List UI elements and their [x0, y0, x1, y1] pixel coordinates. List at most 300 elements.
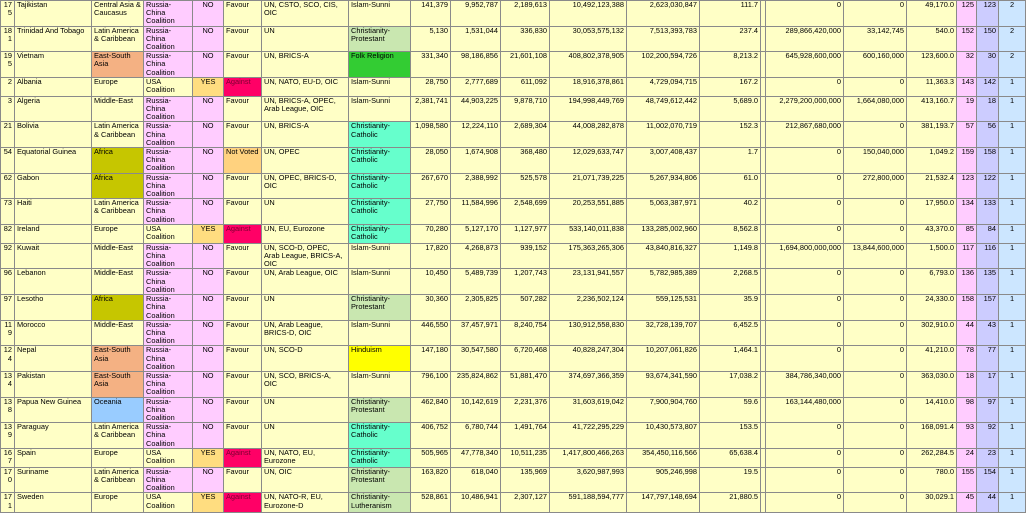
- region-cell[interactable]: Latin America & Caribbean: [92, 467, 144, 493]
- region-cell[interactable]: Latin America & Caribbean: [92, 199, 144, 225]
- rank-cell[interactable]: 125: [957, 1, 977, 27]
- rank-cell[interactable]: 84: [977, 224, 999, 243]
- area-cell[interactable]: 28,750: [411, 77, 451, 96]
- country-cell[interactable]: Gabon: [15, 173, 92, 199]
- numeric-cell[interactable]: 24,330.0: [907, 295, 957, 321]
- coalition-cell[interactable]: Russia-China Coalition: [144, 371, 193, 397]
- membership-cell[interactable]: NO: [193, 173, 224, 199]
- country-cell[interactable]: Trinidad And Tobago: [15, 26, 92, 52]
- numeric-cell[interactable]: 23,131,941,557: [550, 269, 627, 295]
- vote-cell[interactable]: Not Voted: [224, 148, 262, 174]
- population-cell[interactable]: 5,489,739: [451, 269, 501, 295]
- table-row[interactable]: [1, 295, 1026, 321]
- numeric-cell[interactable]: 0: [766, 346, 844, 372]
- country-cell[interactable]: Lebanon: [15, 269, 92, 295]
- vote-cell[interactable]: Favour: [224, 371, 262, 397]
- numeric-cell[interactable]: 363,030.0: [907, 371, 957, 397]
- table-row[interactable]: [1, 320, 1026, 346]
- membership-cell[interactable]: NO: [193, 467, 224, 493]
- table-row[interactable]: [1, 199, 1026, 225]
- numeric-cell[interactable]: 0: [844, 269, 907, 295]
- row-id-cell[interactable]: 171: [1, 493, 15, 513]
- rank-cell[interactable]: 24: [957, 448, 977, 467]
- population-cell[interactable]: 2,777,689: [451, 77, 501, 96]
- numeric-cell[interactable]: 13,844,600,000: [844, 243, 907, 269]
- group-cell[interactable]: 1: [999, 346, 1026, 372]
- region-cell[interactable]: Latin America & Caribbean: [92, 423, 144, 449]
- numeric-cell[interactable]: 2,548,699: [501, 199, 550, 225]
- country-cell[interactable]: Papua New Guinea: [15, 397, 92, 423]
- numeric-cell[interactable]: 7,513,393,783: [627, 26, 700, 52]
- numeric-cell[interactable]: 384,786,340,000: [766, 371, 844, 397]
- row-id-cell[interactable]: 92: [1, 243, 15, 269]
- numeric-cell[interactable]: 20,253,551,885: [550, 199, 627, 225]
- rank-cell[interactable]: 57: [957, 122, 977, 148]
- area-cell[interactable]: 10,450: [411, 269, 451, 295]
- numeric-cell[interactable]: 5,689.0: [700, 96, 761, 122]
- region-cell[interactable]: Middle-East: [92, 243, 144, 269]
- numeric-cell[interactable]: 645,928,600,000: [766, 52, 844, 78]
- table-row[interactable]: [1, 26, 1026, 52]
- group-cell[interactable]: 1: [999, 96, 1026, 122]
- coalition-cell[interactable]: Russia-China Coalition: [144, 346, 193, 372]
- membership-cell[interactable]: NO: [193, 96, 224, 122]
- population-cell[interactable]: 10,486,941: [451, 493, 501, 513]
- numeric-cell[interactable]: 0: [766, 295, 844, 321]
- numeric-cell[interactable]: 1,049.2: [907, 148, 957, 174]
- membership-cell[interactable]: YES: [193, 224, 224, 243]
- region-cell[interactable]: Oceania: [92, 397, 144, 423]
- population-cell[interactable]: 47,778,340: [451, 448, 501, 467]
- organizations-cell[interactable]: UN, CSTO, SCO, CIS, OIC: [262, 1, 349, 27]
- numeric-cell[interactable]: 43,840,816,327: [627, 243, 700, 269]
- rank-cell[interactable]: 143: [957, 77, 977, 96]
- organizations-cell[interactable]: UN, SCO-D, OPEC, Arab League, BRICS-A, OIC: [262, 243, 349, 269]
- numeric-cell[interactable]: 6,793.0: [907, 269, 957, 295]
- religion-cell[interactable]: Christianity-Catholic: [349, 423, 411, 449]
- numeric-cell[interactable]: 1,694,800,000,000: [766, 243, 844, 269]
- numeric-cell[interactable]: 611,092: [501, 77, 550, 96]
- area-cell[interactable]: 163,820: [411, 467, 451, 493]
- numeric-cell[interactable]: 167.2: [700, 77, 761, 96]
- organizations-cell[interactable]: UN, Arab League, BRICS-D, OIC: [262, 320, 349, 346]
- coalition-cell[interactable]: Russia-China Coalition: [144, 148, 193, 174]
- numeric-cell[interactable]: 0: [844, 448, 907, 467]
- membership-cell[interactable]: NO: [193, 371, 224, 397]
- population-cell[interactable]: 12,224,110: [451, 122, 501, 148]
- vote-cell[interactable]: Favour: [224, 397, 262, 423]
- numeric-cell[interactable]: 2,623,030,847: [627, 1, 700, 27]
- vote-cell[interactable]: Favour: [224, 269, 262, 295]
- numeric-cell[interactable]: 8,213.2: [700, 52, 761, 78]
- organizations-cell[interactable]: UN, OIC: [262, 467, 349, 493]
- numeric-cell[interactable]: 0: [844, 423, 907, 449]
- vote-cell[interactable]: Favour: [224, 173, 262, 199]
- religion-cell[interactable]: Christianity-Lutheranism: [349, 493, 411, 513]
- numeric-cell[interactable]: 10,207,061,826: [627, 346, 700, 372]
- religion-cell[interactable]: Islam-Sunni: [349, 320, 411, 346]
- table-row[interactable]: [1, 52, 1026, 78]
- area-cell[interactable]: 141,379: [411, 1, 451, 27]
- numeric-cell[interactable]: 507,282: [501, 295, 550, 321]
- group-cell[interactable]: 1: [999, 269, 1026, 295]
- organizations-cell[interactable]: UN, OPEC: [262, 148, 349, 174]
- numeric-cell[interactable]: 0: [844, 295, 907, 321]
- group-cell[interactable]: 1: [999, 77, 1026, 96]
- numeric-cell[interactable]: 130,912,558,830: [550, 320, 627, 346]
- numeric-cell[interactable]: 17,950.0: [907, 199, 957, 225]
- religion-cell[interactable]: Islam-Sunni: [349, 243, 411, 269]
- coalition-cell[interactable]: Russia-China Coalition: [144, 467, 193, 493]
- rank-cell[interactable]: 123: [977, 1, 999, 27]
- numeric-cell[interactable]: 262,284.5: [907, 448, 957, 467]
- group-cell[interactable]: 1: [999, 295, 1026, 321]
- group-cell[interactable]: 1: [999, 173, 1026, 199]
- area-cell[interactable]: 28,050: [411, 148, 451, 174]
- region-cell[interactable]: Europe: [92, 77, 144, 96]
- row-id-cell[interactable]: 195: [1, 52, 15, 78]
- country-cell[interactable]: Spain: [15, 448, 92, 467]
- row-id-cell[interactable]: 73: [1, 199, 15, 225]
- organizations-cell[interactable]: UN, OPEC, BRICS-D, OIC: [262, 173, 349, 199]
- numeric-cell[interactable]: 21,071,739,225: [550, 173, 627, 199]
- region-cell[interactable]: Europe: [92, 493, 144, 513]
- numeric-cell[interactable]: 0: [766, 320, 844, 346]
- rank-cell[interactable]: 135: [977, 269, 999, 295]
- rank-cell[interactable]: 77: [977, 346, 999, 372]
- religion-cell[interactable]: Christianity-Catholic: [349, 199, 411, 225]
- coalition-cell[interactable]: USA Coalition: [144, 493, 193, 513]
- numeric-cell[interactable]: 272,800,000: [844, 173, 907, 199]
- numeric-cell[interactable]: 2,189,613: [501, 1, 550, 27]
- group-cell[interactable]: 1: [999, 148, 1026, 174]
- numeric-cell[interactable]: 44,008,282,878: [550, 122, 627, 148]
- numeric-cell[interactable]: 4,729,094,715: [627, 77, 700, 96]
- country-cell[interactable]: Pakistan: [15, 371, 92, 397]
- row-id-cell[interactable]: 134: [1, 371, 15, 397]
- numeric-cell[interactable]: 0: [844, 224, 907, 243]
- coalition-cell[interactable]: Russia-China Coalition: [144, 96, 193, 122]
- numeric-cell[interactable]: 5,782,985,389: [627, 269, 700, 295]
- numeric-cell[interactable]: 168,091.4: [907, 423, 957, 449]
- numeric-cell[interactable]: 40,828,247,304: [550, 346, 627, 372]
- row-id-cell[interactable]: 2: [1, 77, 15, 96]
- group-cell[interactable]: 1: [999, 122, 1026, 148]
- numeric-cell[interactable]: 559,125,531: [627, 295, 700, 321]
- coalition-cell[interactable]: Russia-China Coalition: [144, 173, 193, 199]
- row-id-cell[interactable]: 138: [1, 397, 15, 423]
- membership-cell[interactable]: NO: [193, 346, 224, 372]
- organizations-cell[interactable]: UN, NATO-R, EU, Eurozone-D: [262, 493, 349, 513]
- numeric-cell[interactable]: 525,578: [501, 173, 550, 199]
- table-row[interactable]: [1, 224, 1026, 243]
- numeric-cell[interactable]: 2,689,304: [501, 122, 550, 148]
- area-cell[interactable]: 331,340: [411, 52, 451, 78]
- numeric-cell[interactable]: 5,267,934,806: [627, 173, 700, 199]
- numeric-cell[interactable]: 11,363.3: [907, 77, 957, 96]
- religion-cell[interactable]: Christianity-Catholic: [349, 148, 411, 174]
- population-cell[interactable]: 10,142,619: [451, 397, 501, 423]
- rank-cell[interactable]: 157: [977, 295, 999, 321]
- membership-cell[interactable]: NO: [193, 199, 224, 225]
- row-id-cell[interactable]: 3: [1, 96, 15, 122]
- numeric-cell[interactable]: 33,142,745: [844, 26, 907, 52]
- rank-cell[interactable]: 44: [977, 493, 999, 513]
- group-cell[interactable]: 1: [999, 199, 1026, 225]
- numeric-cell[interactable]: 6,452.5: [700, 320, 761, 346]
- organizations-cell[interactable]: UN, BRICS-A: [262, 122, 349, 148]
- area-cell[interactable]: 17,820: [411, 243, 451, 269]
- numeric-cell[interactable]: 0: [844, 467, 907, 493]
- area-cell[interactable]: 462,840: [411, 397, 451, 423]
- coalition-cell[interactable]: Russia-China Coalition: [144, 320, 193, 346]
- numeric-cell[interactable]: 30,053,575,132: [550, 26, 627, 52]
- area-cell[interactable]: 70,280: [411, 224, 451, 243]
- membership-cell[interactable]: NO: [193, 1, 224, 27]
- rank-cell[interactable]: 43: [977, 320, 999, 346]
- coalition-cell[interactable]: Russia-China Coalition: [144, 423, 193, 449]
- rank-cell[interactable]: 158: [977, 148, 999, 174]
- numeric-cell[interactable]: 194,998,449,769: [550, 96, 627, 122]
- numeric-cell[interactable]: 2,236,502,124: [550, 295, 627, 321]
- group-cell[interactable]: 2: [999, 26, 1026, 52]
- table-row[interactable]: [1, 397, 1026, 423]
- group-cell[interactable]: 1: [999, 448, 1026, 467]
- vote-cell[interactable]: Against: [224, 448, 262, 467]
- rank-cell[interactable]: 45: [957, 493, 977, 513]
- religion-cell[interactable]: Islam-Sunni: [349, 269, 411, 295]
- rank-cell[interactable]: 44: [957, 320, 977, 346]
- rank-cell[interactable]: 98: [957, 397, 977, 423]
- religion-cell[interactable]: Islam-Sunni: [349, 96, 411, 122]
- numeric-cell[interactable]: 0: [844, 122, 907, 148]
- row-id-cell[interactable]: 82: [1, 224, 15, 243]
- numeric-cell[interactable]: 65,638.4: [700, 448, 761, 467]
- numeric-cell[interactable]: 40.2: [700, 199, 761, 225]
- region-cell[interactable]: Middle-East: [92, 96, 144, 122]
- rank-cell[interactable]: 117: [957, 243, 977, 269]
- numeric-cell[interactable]: 10,511,235: [501, 448, 550, 467]
- membership-cell[interactable]: NO: [193, 269, 224, 295]
- rank-cell[interactable]: 19: [957, 96, 977, 122]
- rank-cell[interactable]: 155: [957, 467, 977, 493]
- numeric-cell[interactable]: 1,127,977: [501, 224, 550, 243]
- rank-cell[interactable]: 78: [957, 346, 977, 372]
- numeric-cell[interactable]: 3,620,987,993: [550, 467, 627, 493]
- coalition-cell[interactable]: Russia-China Coalition: [144, 26, 193, 52]
- organizations-cell[interactable]: UN, SCO, BRICS-A, OIC: [262, 371, 349, 397]
- area-cell[interactable]: 30,360: [411, 295, 451, 321]
- coalition-cell[interactable]: USA Coalition: [144, 77, 193, 96]
- table-row[interactable]: [1, 493, 1026, 513]
- numeric-cell[interactable]: 374,697,366,359: [550, 371, 627, 397]
- rank-cell[interactable]: 17: [977, 371, 999, 397]
- numeric-cell[interactable]: 10,492,123,388: [550, 1, 627, 27]
- membership-cell[interactable]: NO: [193, 243, 224, 269]
- membership-cell[interactable]: NO: [193, 122, 224, 148]
- numeric-cell[interactable]: 0: [766, 77, 844, 96]
- numeric-cell[interactable]: 18,916,378,861: [550, 77, 627, 96]
- coalition-cell[interactable]: Russia-China Coalition: [144, 295, 193, 321]
- table-row[interactable]: [1, 448, 1026, 467]
- organizations-cell[interactable]: UN, Arab League, OIC: [262, 269, 349, 295]
- area-cell[interactable]: 2,381,741: [411, 96, 451, 122]
- numeric-cell[interactable]: 111.7: [700, 1, 761, 27]
- rank-cell[interactable]: 154: [977, 467, 999, 493]
- numeric-cell[interactable]: 533,140,011,838: [550, 224, 627, 243]
- vote-cell[interactable]: Favour: [224, 52, 262, 78]
- area-cell[interactable]: 528,861: [411, 493, 451, 513]
- group-cell[interactable]: 2: [999, 52, 1026, 78]
- row-id-cell[interactable]: 124: [1, 346, 15, 372]
- row-id-cell[interactable]: 21: [1, 122, 15, 148]
- numeric-cell[interactable]: 152.3: [700, 122, 761, 148]
- country-cell[interactable]: Albania: [15, 77, 92, 96]
- membership-cell[interactable]: YES: [193, 448, 224, 467]
- country-cell[interactable]: Sweden: [15, 493, 92, 513]
- population-cell[interactable]: 9,952,787: [451, 1, 501, 27]
- numeric-cell[interactable]: 3,007,408,437: [627, 148, 700, 174]
- numeric-cell[interactable]: 9,878,710: [501, 96, 550, 122]
- coalition-cell[interactable]: Russia-China Coalition: [144, 199, 193, 225]
- population-cell[interactable]: 98,186,856: [451, 52, 501, 78]
- organizations-cell[interactable]: UN, NATO, EU-D, OIC: [262, 77, 349, 96]
- numeric-cell[interactable]: 1.7: [700, 148, 761, 174]
- membership-cell[interactable]: NO: [193, 52, 224, 78]
- population-cell[interactable]: 2,388,992: [451, 173, 501, 199]
- numeric-cell[interactable]: 413,160.7: [907, 96, 957, 122]
- vote-cell[interactable]: Favour: [224, 243, 262, 269]
- organizations-cell[interactable]: UN, SCO-D: [262, 346, 349, 372]
- numeric-cell[interactable]: 905,246,998: [627, 467, 700, 493]
- vote-cell[interactable]: Favour: [224, 26, 262, 52]
- country-cell[interactable]: Lesotho: [15, 295, 92, 321]
- numeric-cell[interactable]: 31,603,619,042: [550, 397, 627, 423]
- population-cell[interactable]: 37,457,971: [451, 320, 501, 346]
- numeric-cell[interactable]: 212,867,680,000: [766, 122, 844, 148]
- rank-cell[interactable]: 32: [957, 52, 977, 78]
- country-cell[interactable]: Ireland: [15, 224, 92, 243]
- numeric-cell[interactable]: 30,029.1: [907, 493, 957, 513]
- vote-cell[interactable]: Favour: [224, 199, 262, 225]
- numeric-cell[interactable]: 0: [844, 77, 907, 96]
- region-cell[interactable]: East-South Asia: [92, 371, 144, 397]
- membership-cell[interactable]: NO: [193, 397, 224, 423]
- area-cell[interactable]: 1,098,580: [411, 122, 451, 148]
- numeric-cell[interactable]: 289,866,420,000: [766, 26, 844, 52]
- numeric-cell[interactable]: 123,600.0: [907, 52, 957, 78]
- numeric-cell[interactable]: 17,038.2: [700, 371, 761, 397]
- organizations-cell[interactable]: UN: [262, 199, 349, 225]
- row-id-cell[interactable]: 170: [1, 467, 15, 493]
- numeric-cell[interactable]: 8,240,754: [501, 320, 550, 346]
- numeric-cell[interactable]: 153.5: [700, 423, 761, 449]
- group-cell[interactable]: 1: [999, 467, 1026, 493]
- numeric-cell[interactable]: 51,881,470: [501, 371, 550, 397]
- area-cell[interactable]: 5,130: [411, 26, 451, 52]
- rank-cell[interactable]: 158: [957, 295, 977, 321]
- region-cell[interactable]: Africa: [92, 295, 144, 321]
- numeric-cell[interactable]: 7,900,904,760: [627, 397, 700, 423]
- numeric-cell[interactable]: 19.5: [700, 467, 761, 493]
- religion-cell[interactable]: Hinduism: [349, 346, 411, 372]
- group-cell[interactable]: 2: [999, 1, 1026, 27]
- region-cell[interactable]: Middle-East: [92, 269, 144, 295]
- rank-cell[interactable]: 18: [957, 371, 977, 397]
- row-id-cell[interactable]: 54: [1, 148, 15, 174]
- numeric-cell[interactable]: 2,231,376: [501, 397, 550, 423]
- vote-cell[interactable]: Favour: [224, 1, 262, 27]
- group-cell[interactable]: 1: [999, 493, 1026, 513]
- numeric-cell[interactable]: 11,002,070,719: [627, 122, 700, 148]
- rank-cell[interactable]: 150: [977, 26, 999, 52]
- numeric-cell[interactable]: 0: [766, 173, 844, 199]
- membership-cell[interactable]: NO: [193, 423, 224, 449]
- membership-cell[interactable]: NO: [193, 148, 224, 174]
- country-cell[interactable]: Bolivia: [15, 122, 92, 148]
- rank-cell[interactable]: 23: [977, 448, 999, 467]
- numeric-cell[interactable]: 21,880.5: [700, 493, 761, 513]
- numeric-cell[interactable]: 48,749,612,442: [627, 96, 700, 122]
- religion-cell[interactable]: Islam-Sunni: [349, 1, 411, 27]
- numeric-cell[interactable]: 540.0: [907, 26, 957, 52]
- region-cell[interactable]: Latin America & Caribbean: [92, 26, 144, 52]
- table-row[interactable]: [1, 77, 1026, 96]
- coalition-cell[interactable]: USA Coalition: [144, 224, 193, 243]
- population-cell[interactable]: 1,531,044: [451, 26, 501, 52]
- vote-cell[interactable]: Favour: [224, 122, 262, 148]
- country-cell[interactable]: Tajikistan: [15, 1, 92, 27]
- numeric-cell[interactable]: 133,285,002,960: [627, 224, 700, 243]
- numeric-cell[interactable]: 0: [766, 448, 844, 467]
- religion-cell[interactable]: Christianity-Protestant: [349, 467, 411, 493]
- numeric-cell[interactable]: 175,363,265,306: [550, 243, 627, 269]
- numeric-cell[interactable]: 600,160,000: [844, 52, 907, 78]
- region-cell[interactable]: Latin America & Caribbean: [92, 122, 144, 148]
- table-row[interactable]: [1, 122, 1026, 148]
- numeric-cell[interactable]: 381,193.7: [907, 122, 957, 148]
- coalition-cell[interactable]: Russia-China Coalition: [144, 397, 193, 423]
- numeric-cell[interactable]: 102,200,594,726: [627, 52, 700, 78]
- population-cell[interactable]: 44,903,225: [451, 96, 501, 122]
- population-cell[interactable]: 11,584,996: [451, 199, 501, 225]
- coalition-cell[interactable]: USA Coalition: [144, 448, 193, 467]
- rank-cell[interactable]: 85: [957, 224, 977, 243]
- organizations-cell[interactable]: UN: [262, 26, 349, 52]
- numeric-cell[interactable]: 32,728,139,707: [627, 320, 700, 346]
- numeric-cell[interactable]: 2,307,127: [501, 493, 550, 513]
- vote-cell[interactable]: Favour: [224, 346, 262, 372]
- numeric-cell[interactable]: 0: [766, 467, 844, 493]
- vote-cell[interactable]: Favour: [224, 295, 262, 321]
- row-id-cell[interactable]: 139: [1, 423, 15, 449]
- numeric-cell[interactable]: 6,720,468: [501, 346, 550, 372]
- religion-cell[interactable]: Christianity-Catholic: [349, 173, 411, 199]
- numeric-cell[interactable]: 0: [766, 1, 844, 27]
- population-cell[interactable]: 618,040: [451, 467, 501, 493]
- region-cell[interactable]: East-South Asia: [92, 346, 144, 372]
- rank-cell[interactable]: 159: [957, 148, 977, 174]
- country-cell[interactable]: Paraguay: [15, 423, 92, 449]
- table-row[interactable]: [1, 148, 1026, 174]
- numeric-cell[interactable]: 21,601,108: [501, 52, 550, 78]
- population-cell[interactable]: 30,547,580: [451, 346, 501, 372]
- organizations-cell[interactable]: UN, EU, Eurozone: [262, 224, 349, 243]
- numeric-cell[interactable]: 0: [766, 423, 844, 449]
- numeric-cell[interactable]: 368,480: [501, 148, 550, 174]
- area-cell[interactable]: 267,670: [411, 173, 451, 199]
- rank-cell[interactable]: 93: [957, 423, 977, 449]
